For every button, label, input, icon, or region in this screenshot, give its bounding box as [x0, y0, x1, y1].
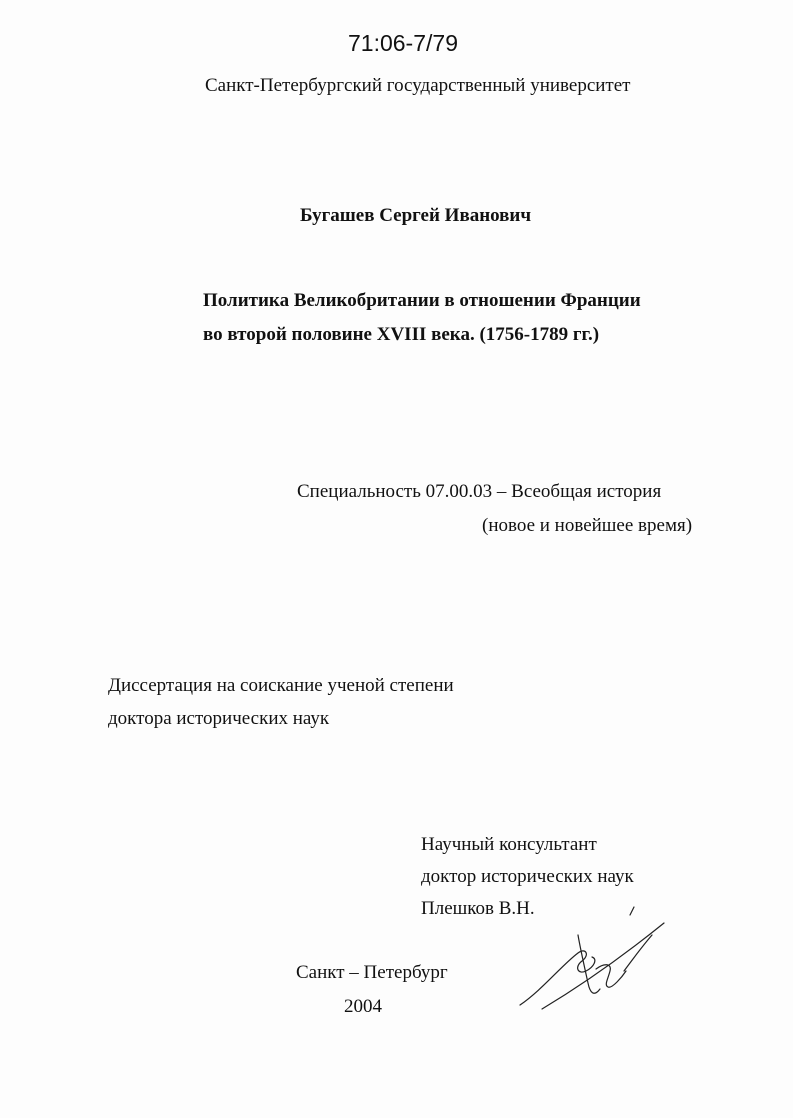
- university-name: Санкт-Петербургский государственный университет: [205, 75, 631, 96]
- city-name: Санкт – Петербург: [296, 962, 448, 983]
- degree-statement-line-1: Диссертация на соискание ученой степени: [108, 675, 454, 696]
- degree-statement-line-2: доктора исторических наук: [108, 708, 330, 729]
- advisor-degree: доктор исторических наук: [421, 866, 634, 887]
- dissertation-title-line-1: Политика Великобритании в отношении Франции: [203, 290, 641, 311]
- specialty-line-2: (новое и новейшее время): [482, 515, 693, 536]
- handwritten-signature-icon: [512, 905, 672, 1015]
- archive-code: 71:06-7/79: [348, 30, 458, 56]
- author-name: Бугашев Сергей Иванович: [300, 205, 532, 226]
- dissertation-title-line-2: во второй половине XVIII века. (1756-1789 гг.): [203, 324, 600, 345]
- year: 2004: [344, 996, 382, 1017]
- specialty-line-1: Специальность 07.00.03 – Всеобщая история: [297, 481, 662, 502]
- advisor-role: Научный консультант: [421, 834, 597, 855]
- advisor-name: Плешков В.Н.: [421, 898, 535, 919]
